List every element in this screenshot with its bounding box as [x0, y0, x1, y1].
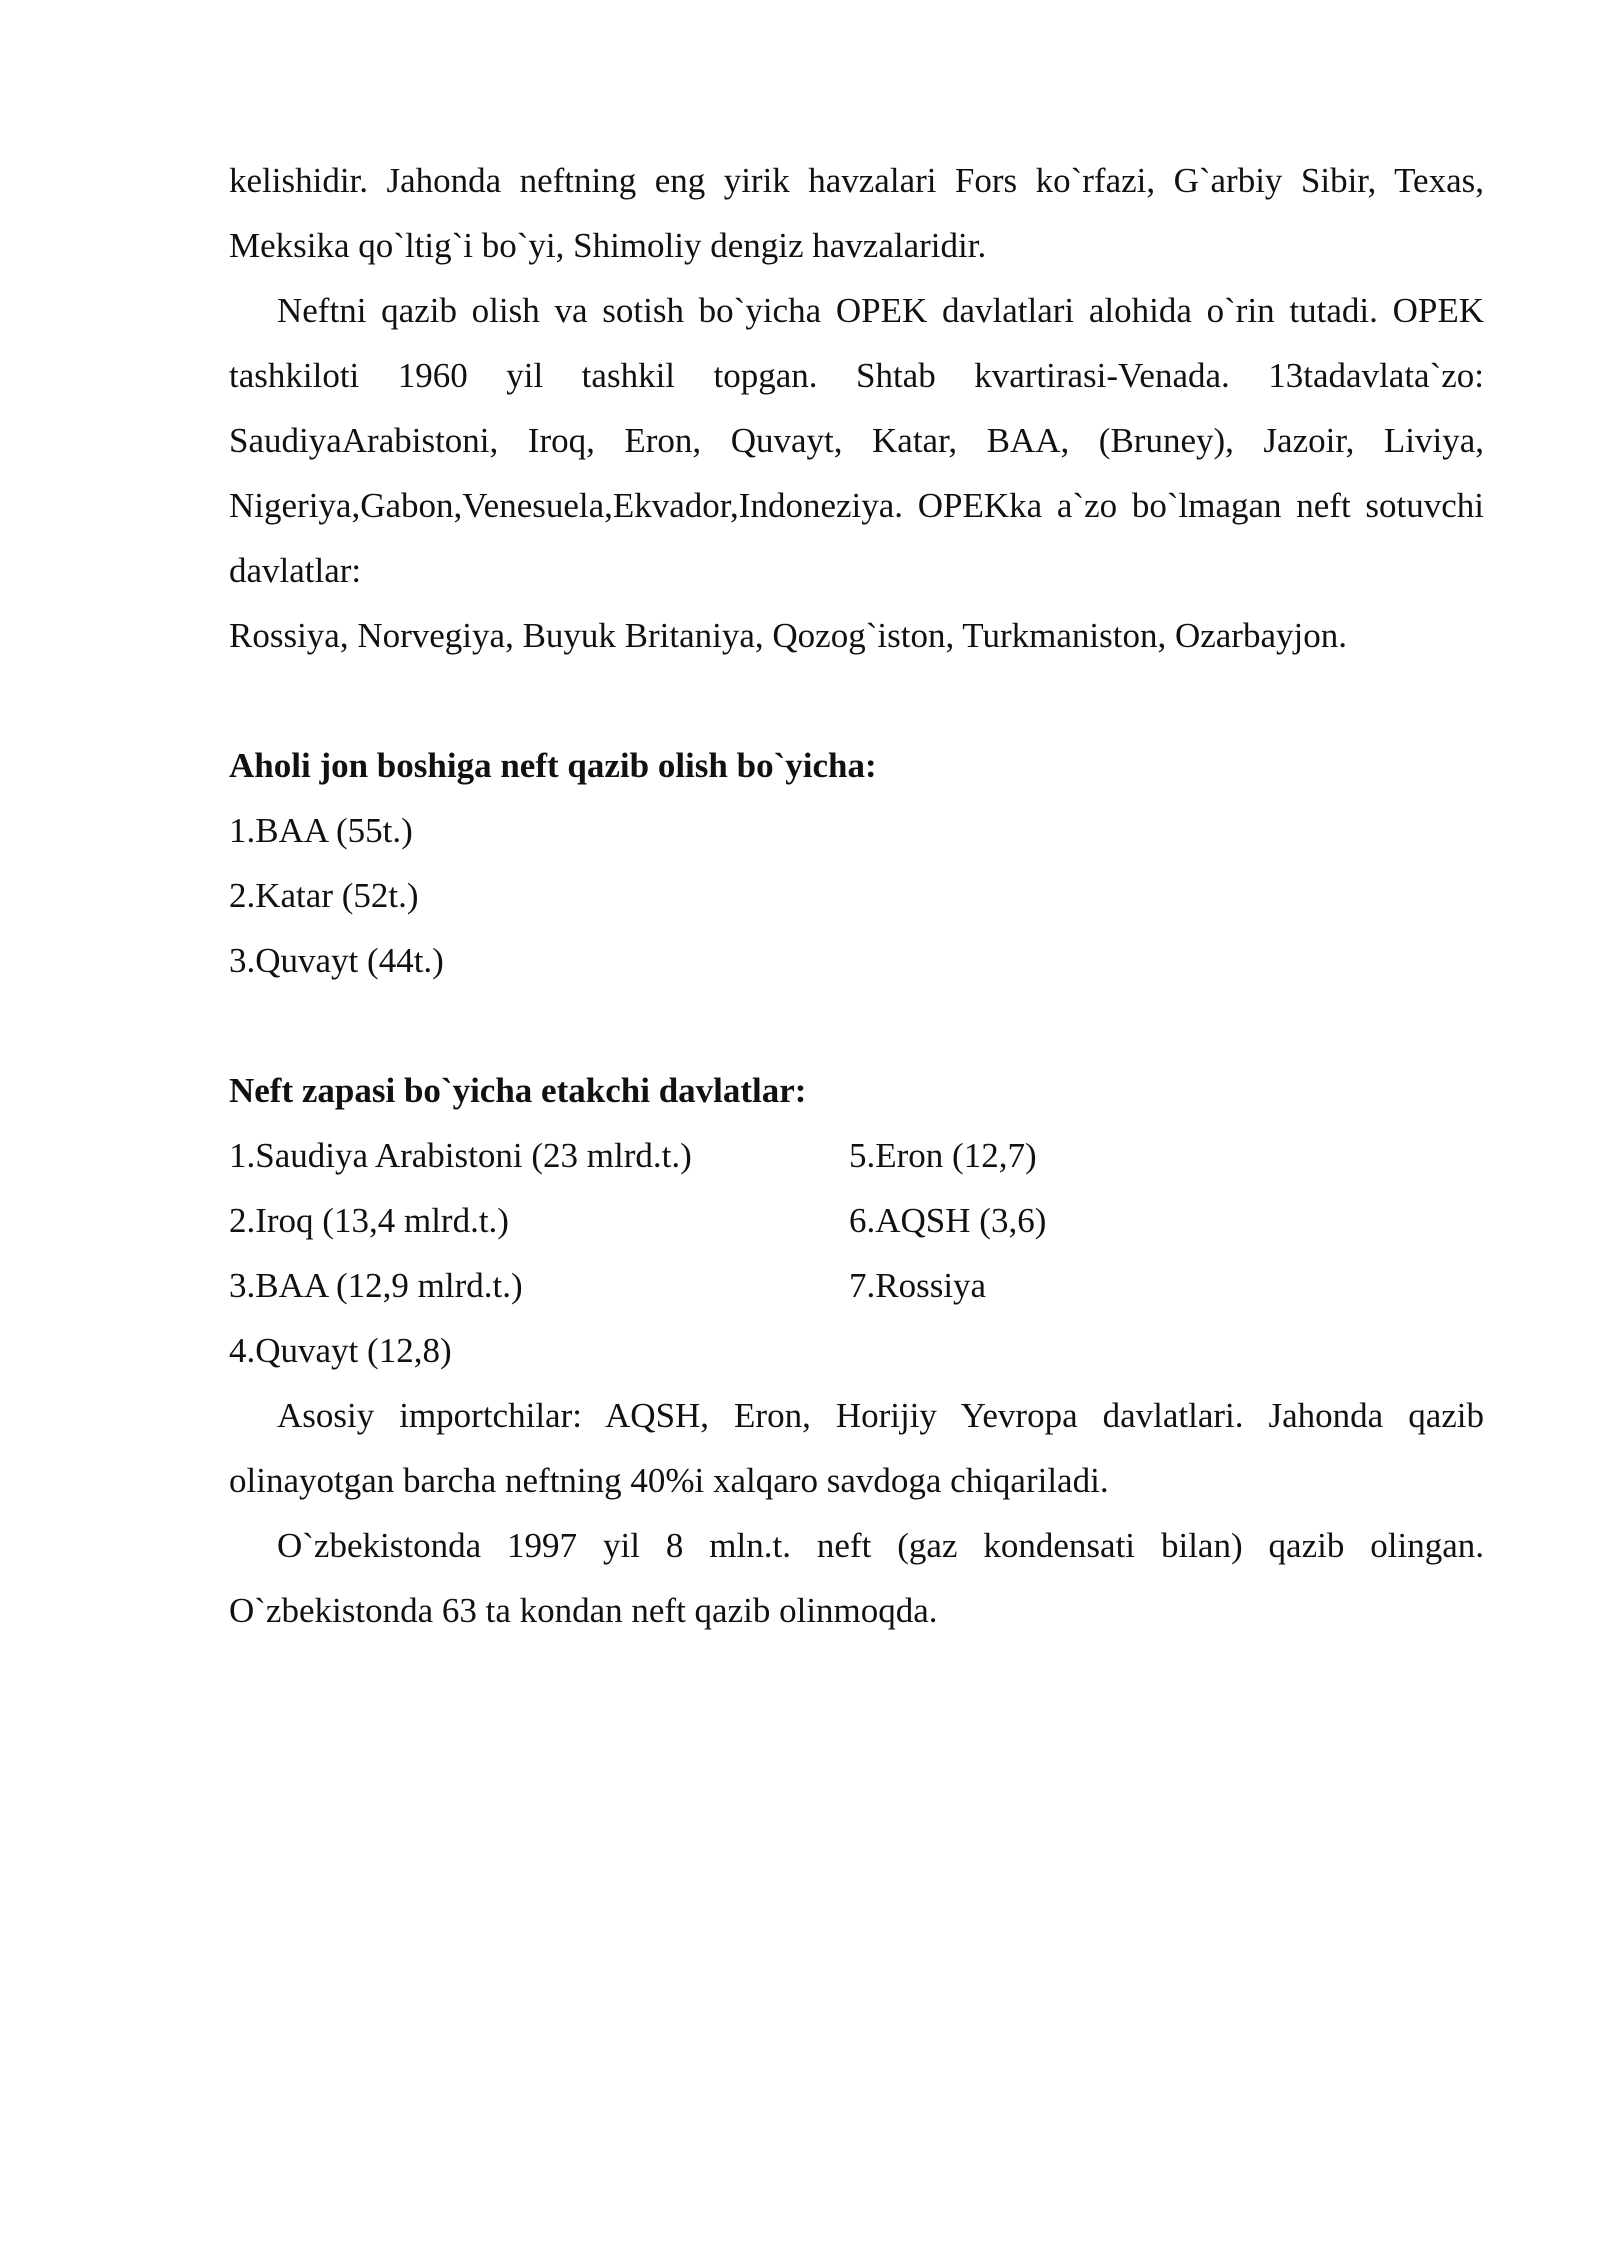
reserves-left-item: 2.Iroq (13,4 mlrd.t.)	[229, 1201, 509, 1240]
reserves-left-item: 3.BAA (12,9 mlrd.t.)	[229, 1266, 523, 1305]
reserves-left-item: 4.Quvayt (12,8)	[229, 1331, 452, 1370]
reserves-right-item: 5.Eron (12,7)	[849, 1136, 1037, 1175]
list-item: 1.BAA (55t.)	[229, 811, 413, 850]
reserves-row	[229, 1318, 1484, 1383]
paragraph-importers: Asosiy importchilar: AQSH, Eron, Horijiy Yevropa davlatlari. Jahonda qazib olinayotgan barcha neftning 40%i xalqaro savdoga chiqariladi.	[229, 1396, 1484, 1500]
reserves-right-item: 6.AQSH (3,6)	[849, 1201, 1047, 1240]
document-page	[229, 148, 1484, 1643]
list-item: 2.Katar (52t.)	[229, 876, 419, 915]
reserves-row	[229, 1188, 1484, 1253]
reserves-right-item	[849, 1318, 1484, 1383]
spacer	[229, 668, 1484, 733]
paragraph-non-opek-sellers: Rossiya, Norvegiya, Buyuk Britaniya, Qozog`iston, Turkmaniston, Ozarbayjon.	[229, 616, 1347, 655]
section-heading-per-capita: Aholi jon boshiga neft qazib olish bo`yicha:	[229, 746, 877, 785]
spacer	[229, 993, 1484, 1058]
reserves-right-item: 7.Rossiya	[849, 1266, 987, 1305]
paragraph-opek: Neftni qazib olish va sotish bo`yicha OPEK davlatlari alohida o`rin tutadi. OPEK tashkiloti 1960 yil tashkil topgan. Shtab kvartirasi-Venada. 13tadavlata`zo: SaudiyaArabistoni, Iroq, Eron, Quvayt, Katar, BAA, (Bruney), Jazoir, Liviya, Nigeriya,Gabon,Venesuela,Ekvador,Indoneziya. OPEKka a`zo bo`lmagan neft sotuvchi davlatlar:	[229, 291, 1484, 590]
reserves-left-item: 1.Saudiya Arabistoni (23 mlrd.t.)	[229, 1136, 692, 1175]
section-heading-reserves: Neft zapasi bo`yicha etakchi davlatlar:	[229, 1071, 807, 1110]
paragraph-uzbekistan: O`zbekistonda 1997 yil 8 mln.t. neft (gaz kondensati bilan) qazib olingan. O`zbekistonda 63 ta kondan neft qazib olinmoqda.	[229, 1526, 1484, 1630]
reserves-row	[229, 1123, 1484, 1188]
paragraph-oil-basins: kelishidir. Jahonda neftning eng yirik havzalari Fors ko`rfazi, G`arbiy Sibir, Texas, Meksika qo`ltig`i bo`yi, Shimoliy dengiz havzalaridir.	[229, 161, 1484, 265]
reserves-row	[229, 1253, 1484, 1318]
list-item: 3.Quvayt (44t.)	[229, 941, 444, 980]
